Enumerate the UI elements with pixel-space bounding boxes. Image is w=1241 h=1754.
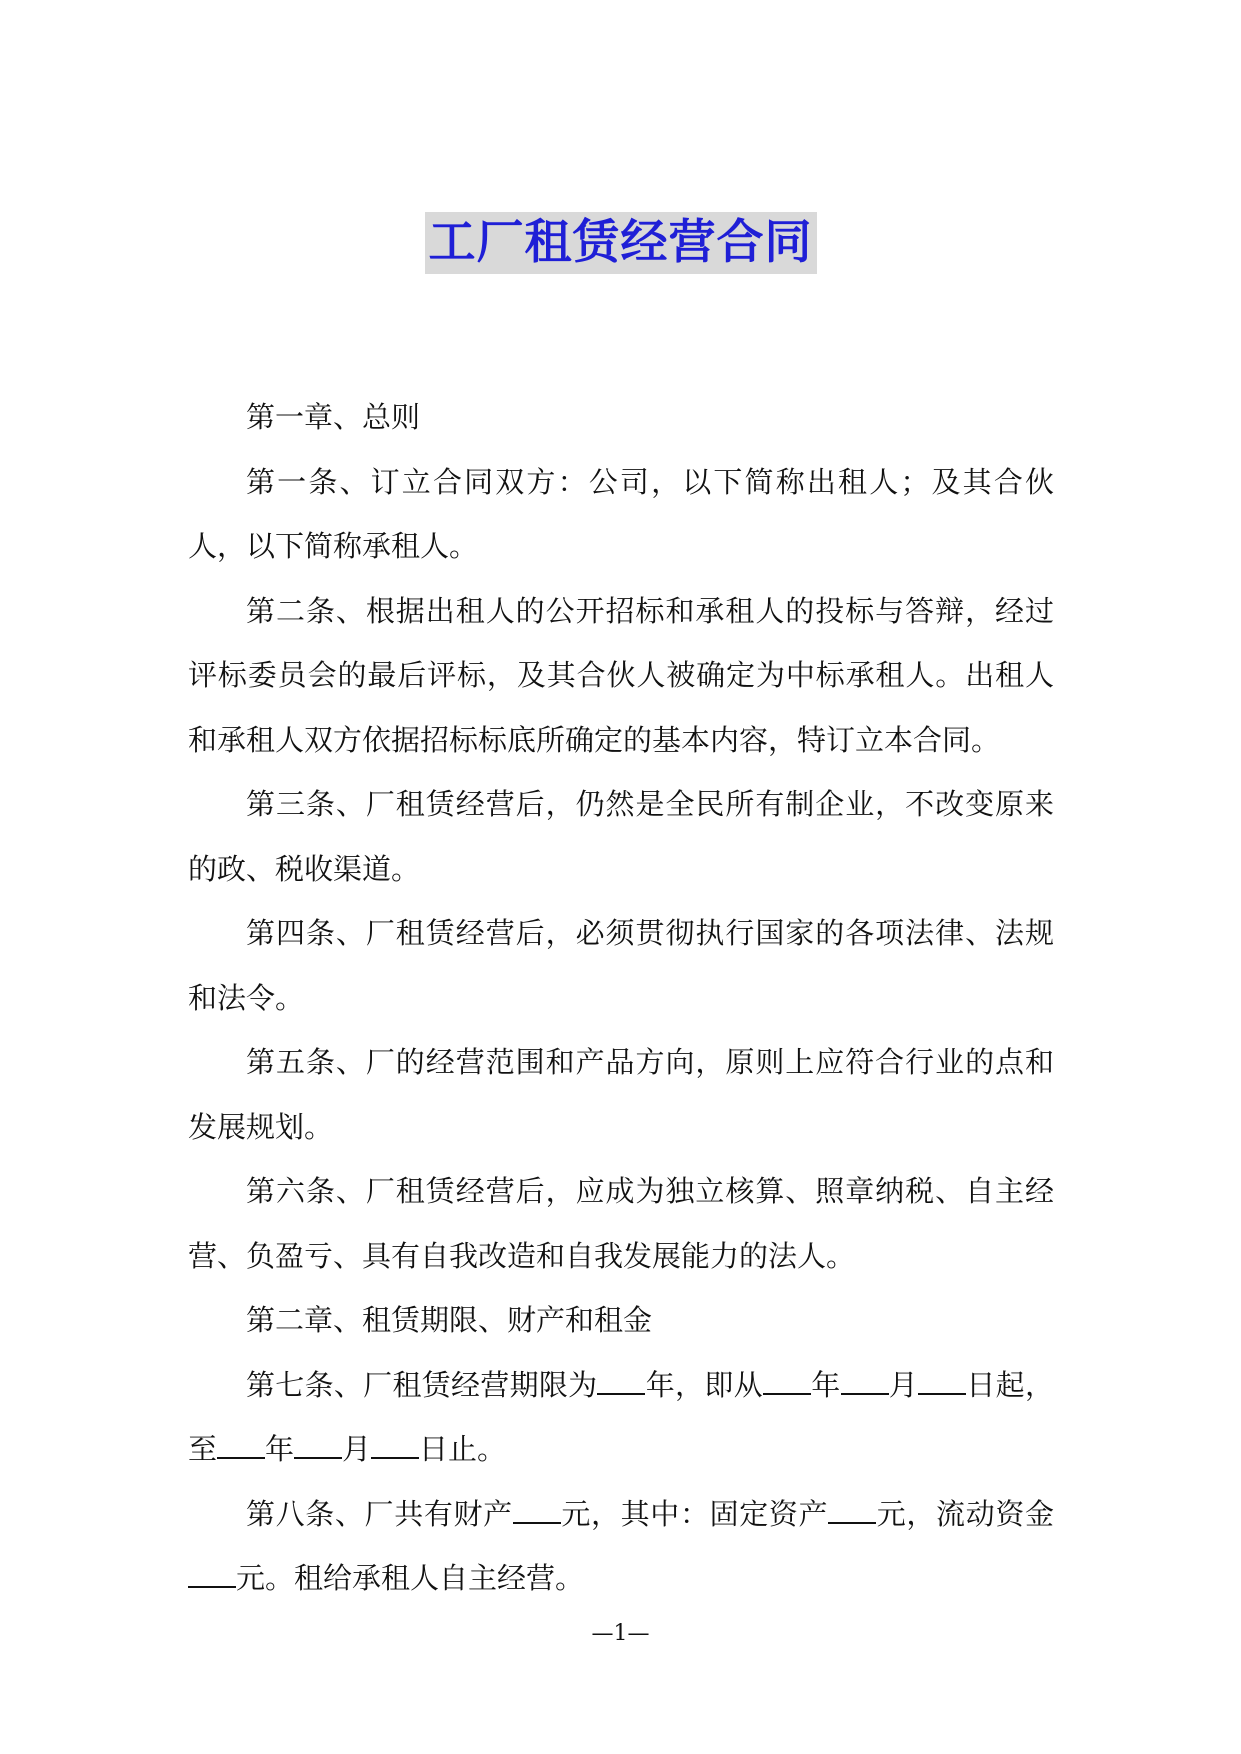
- article-7-text-4: 月: [888, 1367, 919, 1402]
- chapter-1-heading: 第一章、总则: [246, 400, 421, 434]
- article-7-text-6: 年: [265, 1432, 295, 1466]
- chapter-2-heading: 第二章、租赁期限、财产和租金: [246, 1303, 653, 1337]
- blank-field[interactable]: [597, 1365, 645, 1395]
- blank-field[interactable]: [371, 1429, 419, 1459]
- article-8: [188, 1482, 1054, 1611]
- article-3: 第三条、厂租赁经营后，仍然是全民所有制企业，不改变原来的政、税收渠道。: [188, 787, 1054, 886]
- blank-field[interactable]: [828, 1494, 876, 1524]
- article-8-text-4: 元。租给承租人自主经营。: [236, 1561, 585, 1595]
- article-7-text-5: 日起，至: [188, 1367, 1054, 1466]
- blank-field[interactable]: [188, 1558, 236, 1588]
- article-8-text-3: 元，流动资金: [876, 1496, 1054, 1531]
- article-5: 第五条、厂的经营范围和产品方向，原则上应符合行业的点和发展规划。: [188, 1045, 1054, 1144]
- article-4: 第四条、厂租赁经营后，必须贯彻执行国家的各项法律、法规和法令。: [188, 916, 1054, 1015]
- blank-field[interactable]: [918, 1365, 966, 1395]
- blank-field[interactable]: [217, 1429, 265, 1459]
- article-8-text-2: 元，其中：固定资产: [560, 1496, 829, 1531]
- document-title: 工厂租赁经营合同: [425, 212, 817, 274]
- article-7-text-8: 日止。: [419, 1432, 507, 1466]
- blank-field[interactable]: [841, 1365, 889, 1395]
- blank-field[interactable]: [763, 1365, 811, 1395]
- article-1: 第一条、订立合同双方：公司，以下简称出租人；及其合伙人，以下简称承租人。: [188, 464, 1054, 563]
- blank-field[interactable]: [294, 1429, 342, 1459]
- article-7-text-7: 月: [342, 1432, 372, 1466]
- article-6: 第六条、厂租赁经营后，应成为独立核算、照章纳税、自主经营、负盈亏、具有自我改造和自我发展能力的法人。: [188, 1174, 1054, 1273]
- article-7-text-1: 第七条、厂租赁经营期限为: [246, 1367, 598, 1402]
- blank-field[interactable]: [513, 1494, 561, 1524]
- article-8-text-1: 第八条、厂共有财产: [246, 1496, 513, 1531]
- article-7-text-3: 年: [810, 1367, 841, 1402]
- page-number: —1—: [591, 1621, 650, 1646]
- article-7-text-2: 年，即从: [645, 1367, 763, 1402]
- article-7: [188, 1353, 1054, 1482]
- document-body: [188, 385, 1054, 1611]
- title-container: [0, 212, 1241, 274]
- article-2: 第二条、根据出租人的公开招标和承租人的投标与答辩，经过评标委员会的最后评标，及其合伙人被确定为中标承租人。出租人和承租人双方依据招标标底所确定的基本内容，特订立本合同。: [188, 593, 1054, 757]
